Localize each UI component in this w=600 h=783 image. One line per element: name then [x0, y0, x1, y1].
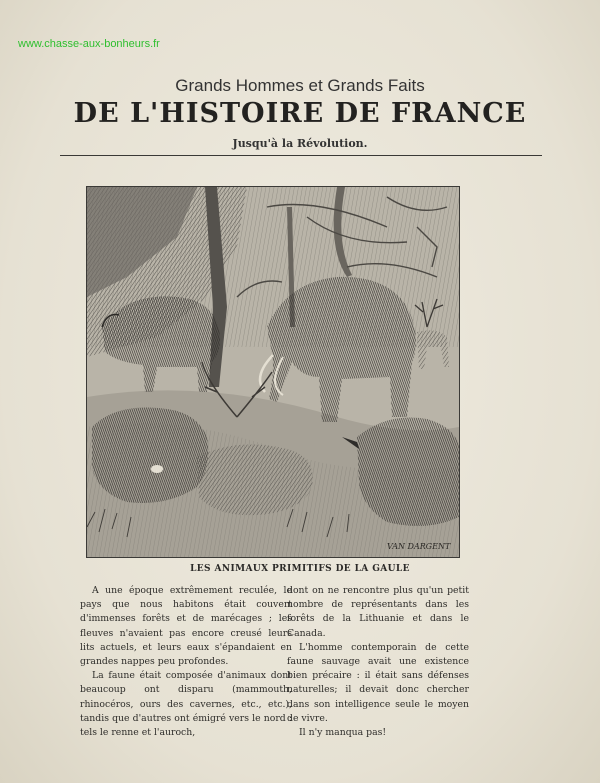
page-title: DE L'HISTOIRE DE FRANCE [73, 98, 527, 129]
engraving-signature: VAN DARGENT [387, 542, 451, 551]
engraving-illustration [86, 186, 460, 558]
text-column-left [80, 584, 292, 740]
paragraph: Il n'y manqua pas! [299, 727, 387, 739]
header-period: Jusqu'à la Révolution. [232, 137, 368, 150]
paragraph: L'homme contemporain de cette faune sauvage avait une existence bien précaire : il était sans défenses naturelles; il devait donc chercher dans son intelligence seule le moyen de vivre. [287, 641, 469, 724]
header-subtitle: Grands Hommes et Grands Faits [175, 76, 425, 95]
paragraph-continued: dont on ne rencontre plus qu'un petit nombre de représentants dans les forêts de la Lithuanie et dans le Canada. [287, 585, 469, 639]
text-column-right [287, 584, 469, 740]
header-rule [60, 155, 542, 156]
watermark-url[interactable]: www.chasse-aux-bonheurs.fr [18, 38, 160, 50]
paragraph: A une époque extrêmement reculée, le pays que nous habitons était couvert d'immenses forêts et de marécages ; les fleuves n'avaient pas encore creusé leurs lits actuels, et leurs eaux s'épandaient en grandes nappes peu profondes. [80, 585, 292, 668]
paragraph: La faune était composée d'animaux dont beaucoup ont disparu (mammouth, rhinocéros, ours des cavernes, etc., etc.), tandis que d'autres ont émigré vers le nord : tels le renne et l'auroch, [80, 670, 292, 739]
illustration-caption: LES ANIMAUX PRIMITIFS DE LA GAULE [190, 564, 410, 574]
